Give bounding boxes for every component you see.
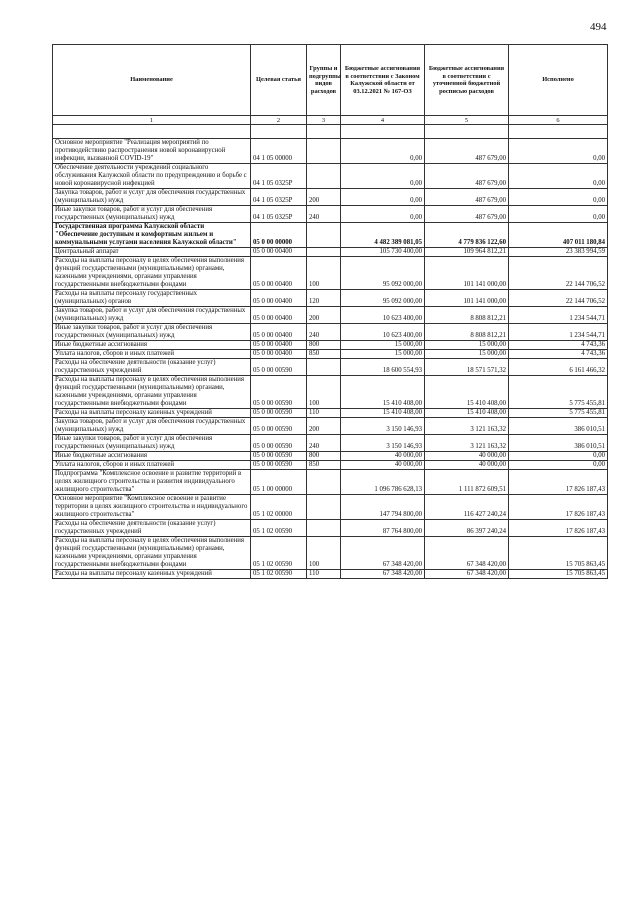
- row-target-article: 05 0 00 00590: [251, 418, 307, 435]
- table-row: [53, 359, 608, 376]
- row-refined: 40 000,00: [425, 452, 509, 461]
- row-expense-group: 200: [307, 307, 341, 324]
- row-approved: 1 096 786 628,13: [341, 470, 425, 495]
- row-expense-group: 800: [307, 452, 341, 461]
- row-expense-group: 120: [307, 290, 341, 307]
- row-executed: 386 010,51: [509, 435, 608, 452]
- row-name: Иные закупки товаров, работ и услуг для обеспечения государственных (муниципальных) нужд: [53, 206, 251, 223]
- table-row: [53, 537, 608, 570]
- header-name: Наименование: [53, 45, 251, 116]
- row-executed: 0,00: [509, 164, 608, 189]
- row-expense-group: 200: [307, 189, 341, 206]
- row-executed: 1 234 544,71: [509, 307, 608, 324]
- column-number: 5: [425, 116, 509, 125]
- row-refined: 109 964 812,21: [425, 248, 509, 257]
- row-name: Основное мероприятие "Реализация мероприятий по противодействию распространения новой коронавирусной инфекции, вызванной COVID-19": [53, 139, 251, 164]
- row-name: Расходы на выплаты персоналу в целях обеспечения выполнения функций государственными (муниципальными) органами, казенными учреждениями, органами управления государственными внебюджетными фондами: [53, 257, 251, 290]
- budget-table: [52, 44, 608, 579]
- page-number: 494: [590, 21, 607, 33]
- row-name: Государственная программа Калужской области "Обеспечение доступным и комфортным жильем и коммунальными услугами населения Калужской области": [53, 223, 251, 248]
- row-name: Расходы на выплаты персоналу государственных (муниципальных) органов: [53, 290, 251, 307]
- row-approved: 15 000,00: [341, 350, 425, 359]
- row-refined: 3 121 163,32: [425, 418, 509, 435]
- row-expense-group: [307, 248, 341, 257]
- column-number: 3: [307, 116, 341, 125]
- row-approved: 105 730 400,00: [341, 248, 425, 257]
- row-executed: 5 775 455,81: [509, 376, 608, 409]
- row-expense-group: [307, 139, 341, 164]
- row-target-article: 05 1 02 00000: [251, 495, 307, 520]
- column-number: 6: [509, 116, 608, 125]
- table-row: [53, 290, 608, 307]
- row-target-article: 05 1 02 00590: [251, 520, 307, 537]
- table-row: [53, 452, 608, 461]
- row-target-article: 05 0 00 00590: [251, 435, 307, 452]
- table-row: [53, 257, 608, 290]
- row-executed: 0,00: [509, 452, 608, 461]
- row-approved: 10 623 400,00: [341, 307, 425, 324]
- row-expense-group: [307, 520, 341, 537]
- row-name: Основное мероприятие "Комплексное освоение и развитие территории в целях жилищного строительства и индивидуального жилищного строительства": [53, 495, 251, 520]
- row-expense-group: [307, 223, 341, 248]
- table-row: [53, 470, 608, 495]
- row-executed: 386 010,51: [509, 418, 608, 435]
- row-name: Уплата налогов, сборов и иных платежей: [53, 461, 251, 470]
- row-approved: 95 092 000,00: [341, 290, 425, 307]
- row-refined: 487 679,00: [425, 206, 509, 223]
- row-executed: 6 161 466,32: [509, 359, 608, 376]
- row-refined: 15 000,00: [425, 350, 509, 359]
- row-expense-group: 100: [307, 376, 341, 409]
- row-expense-group: 240: [307, 324, 341, 341]
- row-target-article: 05 0 00 00400: [251, 257, 307, 290]
- row-expense-group: 850: [307, 350, 341, 359]
- row-target-article: 05 0 00 00590: [251, 461, 307, 470]
- row-executed: 1 234 544,71: [509, 324, 608, 341]
- row-executed: 22 144 706,52: [509, 290, 608, 307]
- table-row: [53, 324, 608, 341]
- row-name: Центральный аппарат: [53, 248, 251, 257]
- row-refined: 15 410 408,00: [425, 409, 509, 418]
- row-refined: 40 000,00: [425, 461, 509, 470]
- row-name: Подпрограмма "Комплексное освоение и развитие территорий в целях жилищного строительства и развития индивидуального жилищного строительства": [53, 470, 251, 495]
- table-row: [53, 418, 608, 435]
- table-row: [53, 409, 608, 418]
- row-target-article: 05 0 00 00400: [251, 307, 307, 324]
- row-approved: 15 000,00: [341, 341, 425, 350]
- table-row: [53, 435, 608, 452]
- table-row: [53, 350, 608, 359]
- row-approved: 0,00: [341, 164, 425, 189]
- row-name: Обеспечение деятельности учреждений социального обслуживания Калужской области по предупреждению и борьбе с новой коронавирусной инфекцией: [53, 164, 251, 189]
- table-row: [53, 570, 608, 579]
- row-refined: 487 679,00: [425, 164, 509, 189]
- header-target-article: Целевая статья: [251, 45, 307, 116]
- row-approved: 95 092 000,00: [341, 257, 425, 290]
- row-refined: 101 141 000,00: [425, 290, 509, 307]
- row-name: Расходы на обеспечение деятельности (оказание услуг) государственных учреждений: [53, 520, 251, 537]
- row-expense-group: [307, 495, 341, 520]
- column-number: 4: [341, 116, 425, 125]
- table-row: [53, 139, 608, 164]
- row-executed: 15 705 863,45: [509, 570, 608, 579]
- row-expense-group: 200: [307, 418, 341, 435]
- row-approved: 10 623 400,00: [341, 324, 425, 341]
- row-approved: 0,00: [341, 189, 425, 206]
- row-name: Иные закупки товаров, работ и услуг для обеспечения государственных (муниципальных) нужд: [53, 324, 251, 341]
- table-row: [53, 520, 608, 537]
- row-target-article: 05 0 00 00590: [251, 359, 307, 376]
- row-target-article: 04 1 05 0325Р: [251, 206, 307, 223]
- row-refined: 1 111 872 609,51: [425, 470, 509, 495]
- row-refined: 487 679,00: [425, 189, 509, 206]
- row-name: Иные закупки товаров, работ и услуг для обеспечения государственных (муниципальных) нужд: [53, 435, 251, 452]
- column-number: 2: [251, 116, 307, 125]
- column-number: 1: [53, 116, 251, 125]
- row-expense-group: [307, 164, 341, 189]
- row-refined: 3 121 163,32: [425, 435, 509, 452]
- row-approved: 0,00: [341, 206, 425, 223]
- row-target-article: 05 0 00 00400: [251, 324, 307, 341]
- row-expense-group: 850: [307, 461, 341, 470]
- header-approved: Бюджетные ассигнования в соответствии с Законом Калужской области от 03.12.2021 № 167-ОЗ: [341, 45, 425, 116]
- row-name: Закупка товаров, работ и услуг для обеспечения государственных (муниципальных) нужд: [53, 189, 251, 206]
- row-target-article: 05 0 00 00590: [251, 376, 307, 409]
- row-executed: 0,00: [509, 139, 608, 164]
- row-target-article: 05 1 02 00590: [251, 570, 307, 579]
- row-refined: 86 397 240,24: [425, 520, 509, 537]
- header-refined: Бюджетные ассигнования в соответствии с уточненной бюджетной росписью расходов: [425, 45, 509, 116]
- row-executed: 0,00: [509, 461, 608, 470]
- row-name: Закупка товаров, работ и услуг для обеспечения государственных (муниципальных) нужд: [53, 307, 251, 324]
- row-refined: 487 679,00: [425, 139, 509, 164]
- row-target-article: 05 0 00 00400: [251, 350, 307, 359]
- row-target-article: 04 1 05 00000: [251, 139, 307, 164]
- row-target-article: 05 0 00 00400: [251, 248, 307, 257]
- row-target-article: 04 1 05 0325Р: [251, 164, 307, 189]
- row-target-article: 05 1 02 00590: [251, 537, 307, 570]
- row-refined: 4 779 836 122,60: [425, 223, 509, 248]
- row-refined: 67 348 420,00: [425, 537, 509, 570]
- row-executed: 17 826 187,43: [509, 520, 608, 537]
- table-row: [53, 248, 608, 257]
- spacer-row: [53, 125, 608, 139]
- row-approved: 15 410 408,00: [341, 409, 425, 418]
- row-executed: 407 011 180,84: [509, 223, 608, 248]
- header-row: [53, 45, 608, 116]
- row-executed: 4 743,36: [509, 350, 608, 359]
- row-target-article: 05 0 00 00590: [251, 409, 307, 418]
- row-name: Расходы на выплаты персоналу в целях обеспечения выполнения функций государственными (муниципальными) органами, казенными учреждениями, органами управления государственными внебюджетными фондами: [53, 376, 251, 409]
- table-body: [53, 125, 608, 579]
- row-target-article: 04 1 05 0325Р: [251, 189, 307, 206]
- header-expense-group: Группы и подгруппы видов расходов: [307, 45, 341, 116]
- row-name: Иные бюджетные ассигнования: [53, 452, 251, 461]
- row-target-article: 05 0 00 00000: [251, 223, 307, 248]
- row-executed: 4 743,36: [509, 341, 608, 350]
- row-refined: 8 808 812,21: [425, 307, 509, 324]
- column-number-row: [53, 116, 608, 125]
- row-refined: 15 000,00: [425, 341, 509, 350]
- row-expense-group: 100: [307, 257, 341, 290]
- row-name: Расходы на выплаты персоналу в целях обеспечения выполнения функций государственными (муниципальными) органами, казенными учреждениями, органами управления государственными внебюджетными фондами: [53, 537, 251, 570]
- table-row: [53, 206, 608, 223]
- row-target-article: 05 1 00 00000: [251, 470, 307, 495]
- row-refined: 101 141 000,00: [425, 257, 509, 290]
- row-approved: 18 600 554,93: [341, 359, 425, 376]
- row-refined: 67 348 420,00: [425, 570, 509, 579]
- row-expense-group: [307, 470, 341, 495]
- row-name: Закупка товаров, работ и услуг для обеспечения государственных (муниципальных) нужд: [53, 418, 251, 435]
- row-expense-group: [307, 359, 341, 376]
- table-row: [53, 341, 608, 350]
- row-executed: 0,00: [509, 189, 608, 206]
- row-refined: 8 808 812,21: [425, 324, 509, 341]
- row-executed: 15 705 863,45: [509, 537, 608, 570]
- row-approved: 4 482 389 081,05: [341, 223, 425, 248]
- row-executed: 0,00: [509, 206, 608, 223]
- row-name: Уплата налогов, сборов и иных платежей: [53, 350, 251, 359]
- row-expense-group: 800: [307, 341, 341, 350]
- row-name: Расходы на обеспечение деятельности (оказание услуг) государственных учреждений: [53, 359, 251, 376]
- row-approved: 87 764 800,00: [341, 520, 425, 537]
- row-executed: 23 383 994,59: [509, 248, 608, 257]
- row-refined: 116 427 240,24: [425, 495, 509, 520]
- row-approved: 40 000,00: [341, 461, 425, 470]
- table-row: [53, 189, 608, 206]
- header-executed: Исполнено: [509, 45, 608, 116]
- table-row: [53, 307, 608, 324]
- row-refined: 15 410 408,00: [425, 376, 509, 409]
- table-row: [53, 461, 608, 470]
- row-approved: 67 348 420,00: [341, 537, 425, 570]
- row-approved: 147 794 800,00: [341, 495, 425, 520]
- row-name: Расходы на выплаты персоналу казенных учреждений: [53, 409, 251, 418]
- row-approved: 67 348 420,00: [341, 570, 425, 579]
- row-target-article: 05 0 00 00590: [251, 452, 307, 461]
- row-approved: 3 150 146,93: [341, 435, 425, 452]
- row-target-article: 05 0 00 00400: [251, 290, 307, 307]
- row-executed: 17 826 187,43: [509, 495, 608, 520]
- row-executed: 17 826 187,43: [509, 470, 608, 495]
- row-approved: 15 410 408,00: [341, 376, 425, 409]
- row-name: Расходы на выплаты персоналу казенных учреждений: [53, 570, 251, 579]
- row-expense-group: 240: [307, 206, 341, 223]
- table-row: [53, 376, 608, 409]
- table-row: [53, 164, 608, 189]
- row-approved: 40 000,00: [341, 452, 425, 461]
- row-expense-group: 110: [307, 409, 341, 418]
- row-executed: 5 775 455,81: [509, 409, 608, 418]
- row-name: Иные бюджетные ассигнования: [53, 341, 251, 350]
- row-expense-group: 100: [307, 537, 341, 570]
- row-target-article: 05 0 00 00400: [251, 341, 307, 350]
- row-approved: 0,00: [341, 139, 425, 164]
- row-expense-group: 240: [307, 435, 341, 452]
- row-approved: 3 150 146,93: [341, 418, 425, 435]
- row-executed: 22 144 706,52: [509, 257, 608, 290]
- table-row: [53, 223, 608, 248]
- row-expense-group: 110: [307, 570, 341, 579]
- row-refined: 18 571 571,32: [425, 359, 509, 376]
- table-row: [53, 495, 608, 520]
